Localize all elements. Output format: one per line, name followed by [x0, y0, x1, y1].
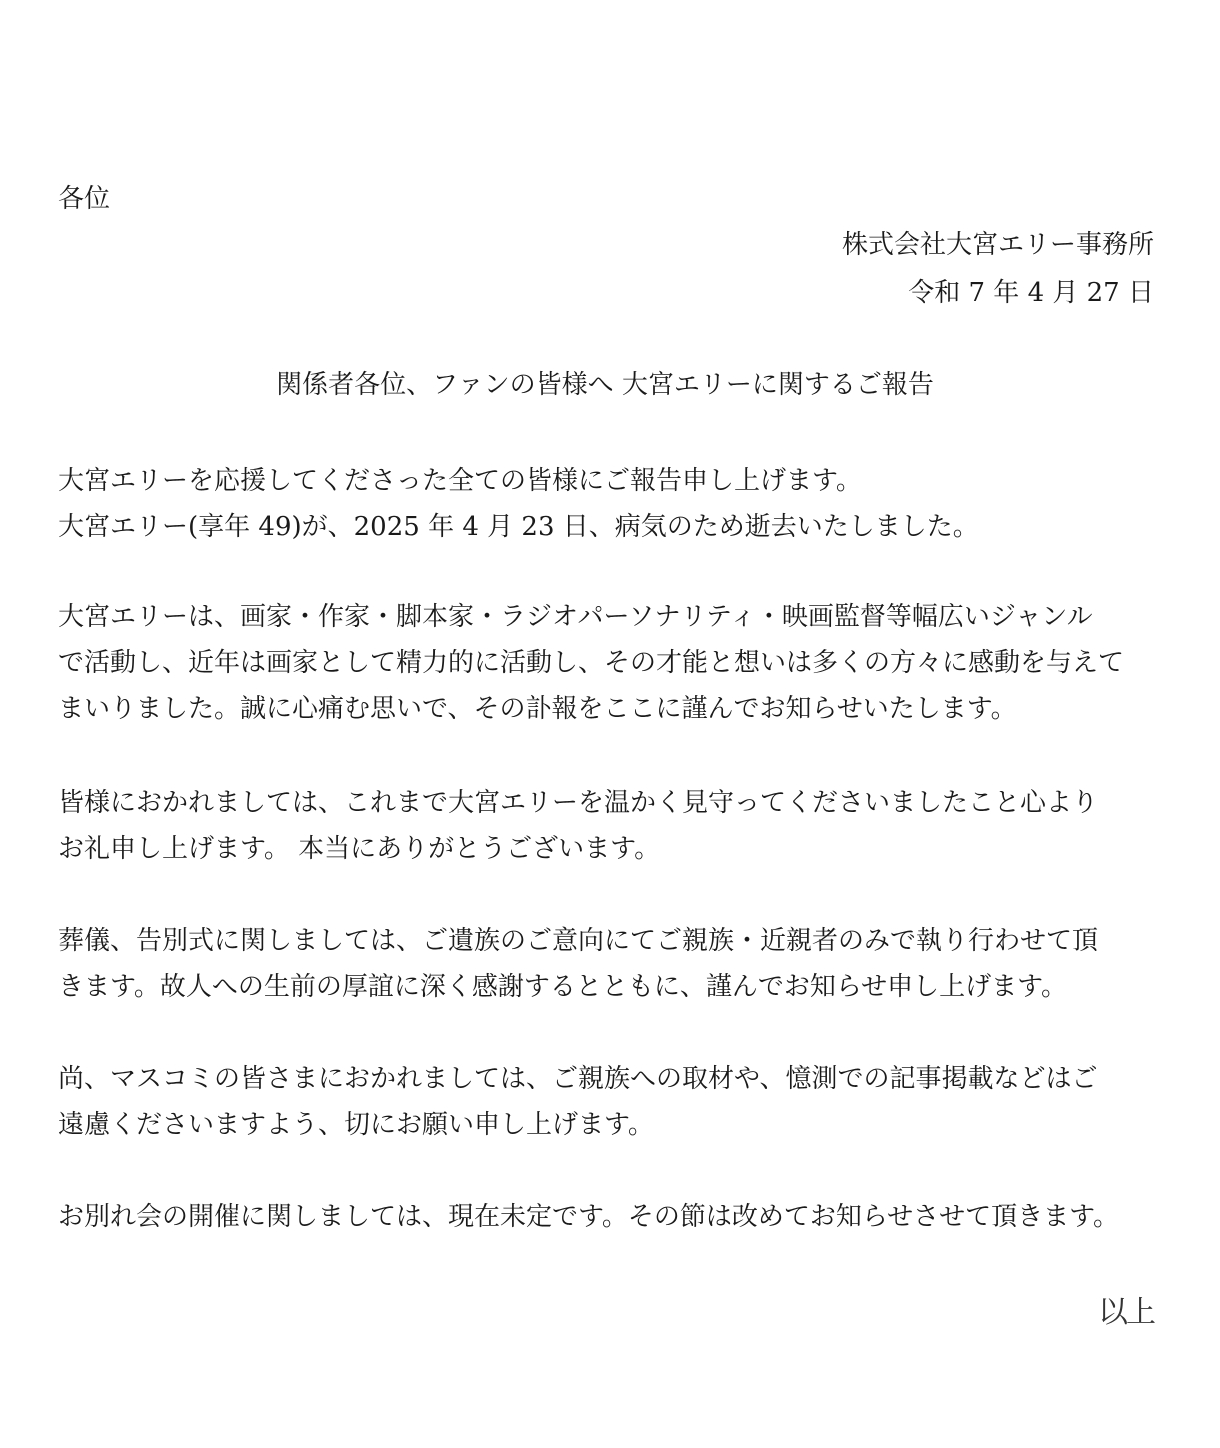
closing-mark: 以上	[1098, 1295, 1154, 1330]
paragraph-line: 尚、マスコミの皆さまにおかれましては、ご親族への取材や、憶測での記事掲載などはご	[58, 1064, 1098, 1094]
company-name: 株式会社大宮エリー事務所	[841, 230, 1154, 260]
paragraph-line: 葬儀、告別式に関しましては、ご遺族のご意向にてご親族・近親者のみで執り行わせて頂	[58, 926, 1099, 956]
paragraph-line: お礼申し上げます。 本当にありがとうございます。	[58, 834, 661, 864]
paragraph-line: 大宮エリー(享年 49)が、2025 年 4 月 23 日、病気のため逝去いたしました。	[58, 512, 979, 542]
paragraph-line: 遠慮くださいますよう、切にお願い申し上げます。	[58, 1110, 654, 1140]
paragraph-3	[58, 780, 1158, 872]
addressee: 各位	[58, 184, 111, 214]
document-date: 令和 7 年 4 月 27 日	[908, 278, 1154, 308]
paragraph-line: まいりました。誠に心痛む思いで、その訃報をここに謹んでお知らせいたします。	[58, 694, 1017, 724]
paragraph-4	[58, 918, 1158, 1010]
document-title: 関係者各位、ファンの皆様へ 大宮エリーに関するご報告	[276, 370, 934, 400]
paragraph-1	[58, 458, 1158, 550]
paragraph-line: 大宮エリーは、画家・作家・脚本家・ラジオパーソナリティ・映画監督等幅広いジャンル	[58, 602, 1093, 632]
paragraph-line: で活動し、近年は画家として精力的に活動し、その才能と想いは多くの方々に感動を与えて	[58, 648, 1125, 678]
paragraph-5	[58, 1056, 1158, 1148]
paragraph-6	[58, 1194, 1158, 1240]
paragraph-line: 大宮エリーを応援してくださった全ての皆様にご報告申し上げます。	[58, 466, 862, 496]
paragraph-line: お別れ会の開催に関しましては、現在未定です。その節は改めてお知らせさせて頂きます。	[58, 1202, 1120, 1232]
paragraph-line: 皆様におかれましては、これまで大宮エリーを温かく見守ってくださいましたこと心より	[58, 788, 1099, 818]
paragraph-2	[58, 594, 1158, 732]
paragraph-line: きます。故人への生前の厚誼に深く感謝するとともに、謹んでお知らせ申し上げます。	[58, 972, 1068, 1002]
